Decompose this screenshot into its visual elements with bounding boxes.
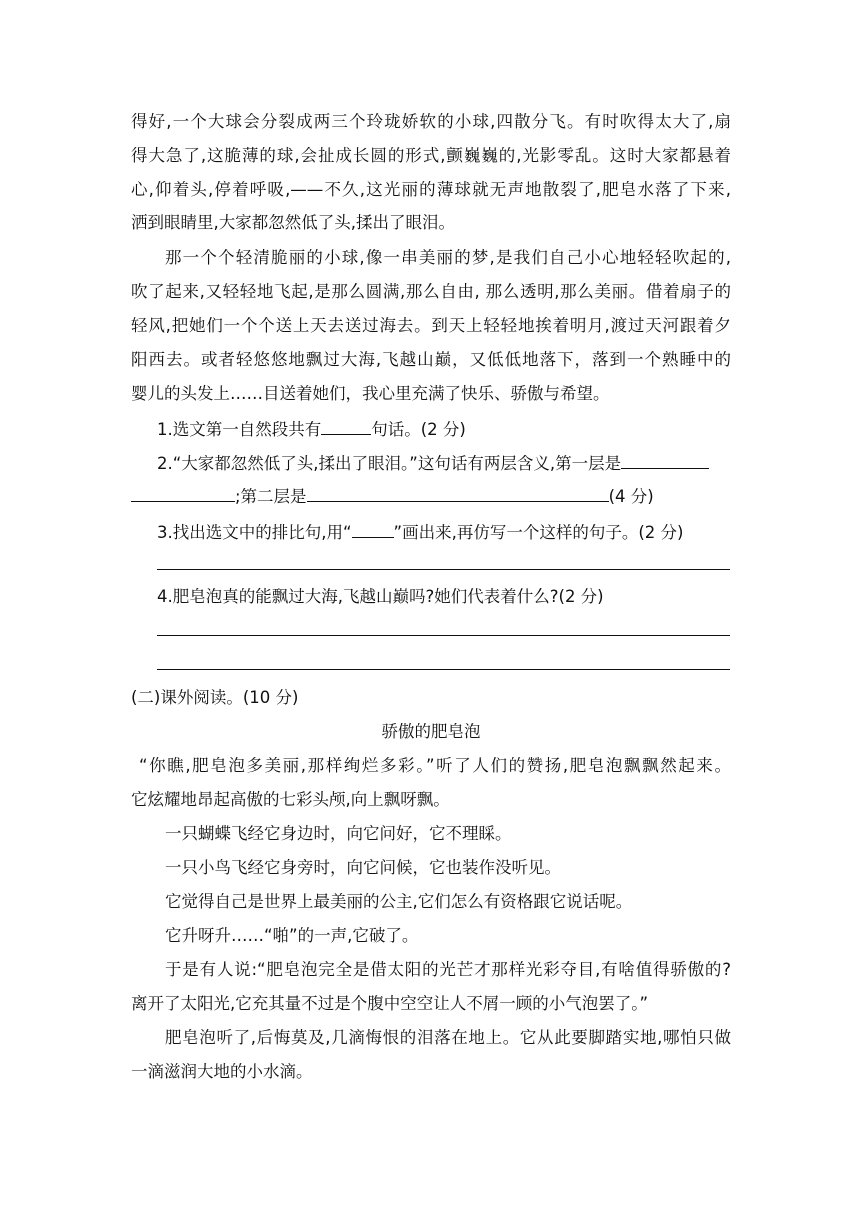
passage-line: 阳西去。或者轻悠悠地飘过大海,飞越山巅，又低低地落下，落到一个熟睡中的 xyxy=(131,350,731,369)
question-2 xyxy=(157,450,709,476)
answer-blank[interactable] xyxy=(307,483,609,502)
passage-line: 那一个个轻清脆丽的小球,像一串美丽的梦,是我们自己小心地轻轻吹起的, xyxy=(165,248,731,267)
passage-line: 洒到眼睛里,大家都忽然低了头,揉出了眼泪。 xyxy=(131,213,455,232)
answer-blank[interactable] xyxy=(131,483,235,502)
question-3 xyxy=(157,519,683,545)
answer-line[interactable] xyxy=(157,669,730,670)
article-line: 肥皂泡听了,后悔莫及,几滴悔恨的泪落在地上。它从此要脚踏实地,哪怕只做 xyxy=(165,1028,731,1047)
question-4: 4.肥皂泡真的能飘过大海,飞越山巅吗?她们代表着什么?(2 分) xyxy=(157,587,604,606)
section-heading: (二)课外阅读。(10 分) xyxy=(131,688,299,707)
article-line: 离开了太阳光,它充其量不过是个腹中空空让人不屑一顾的小气泡罢了。” xyxy=(131,994,649,1013)
article-title: 骄傲的肥皂泡 xyxy=(381,722,481,741)
article-line: “你瞧,肥皂泡多美丽,那样绚烂多彩。”听了人们的赞扬,肥皂泡飘飘然起来。 xyxy=(139,756,731,775)
article-line: 一只小鸟飞经它身旁时，向它问候，它也装作没听见。 xyxy=(165,858,561,877)
article-line: 它升呀升……“啪”的一声,它破了。 xyxy=(165,926,419,945)
passage-line: 得大急了,这脆薄的球,会扯成长圆的形式,颤巍巍的,光影零乱。这时大家都悬着 xyxy=(131,146,731,165)
question-1 xyxy=(157,416,466,442)
question-2-score: (4 分) xyxy=(608,487,654,506)
answer-blank[interactable] xyxy=(321,416,371,435)
passage-line: 得好,一个大球会分裂成两三个玲珑娇软的小球,四散分飞。有时吹得太大了,扇 xyxy=(131,112,731,131)
question-3-text: 3.找出选文中的排比句,用“ xyxy=(157,523,352,542)
answer-line[interactable] xyxy=(157,635,730,636)
article-line: 一只蝴蝶飞经它身边时，向它问好，它不理睬。 xyxy=(165,824,512,843)
question-3-suffix: ”画出来,再仿写一个这样的句子。(2 分) xyxy=(393,523,684,542)
underline-sample xyxy=(352,519,394,538)
article-line: 于是有人说:“肥皂泡完全是借太阳的光芒才那样光彩夺目,有啥值得骄傲的? xyxy=(165,960,731,979)
passage-line: 吹了起来,又轻轻地飞起,是那么圆满,那么自由, 那么透明,那么美丽。借着扇子的 xyxy=(131,282,731,301)
article-line: 它炫耀地昂起高傲的七彩头颅,向上飘呀飘。 xyxy=(131,790,450,809)
question-1-text: 1.选文第一自然段共有 xyxy=(157,420,322,439)
question-2-middle: ;第二层是 xyxy=(235,487,307,506)
passage-line: 心,仰着头,停着呼吸,——不久,这光丽的薄球就无声地散裂了,肥皂水落了下来, xyxy=(131,180,731,199)
answer-line[interactable] xyxy=(157,569,730,570)
passage-line: 轻风,把她们一个个送上天去送过海去。到天上轻轻地挨着明月,渡过天河跟着夕 xyxy=(131,316,731,335)
article-line: 一滴滋润大地的小水滴。 xyxy=(131,1062,313,1081)
question-1-suffix: 句话。(2 分) xyxy=(371,420,466,439)
passage-line: 婴儿的头发上……目送着她们，我心里充满了快乐、骄傲与希望。 xyxy=(131,384,610,403)
question-2-continued xyxy=(131,483,654,509)
question-2-text: 2.“大家都忽然低了头,揉出了眼泪。”这句话有两层含义,第一层是 xyxy=(157,454,622,473)
article-line: 它觉得自己是世界上最美丽的公主,它们怎么有资格跟它说话呢。 xyxy=(165,892,633,911)
answer-blank[interactable] xyxy=(621,450,709,469)
